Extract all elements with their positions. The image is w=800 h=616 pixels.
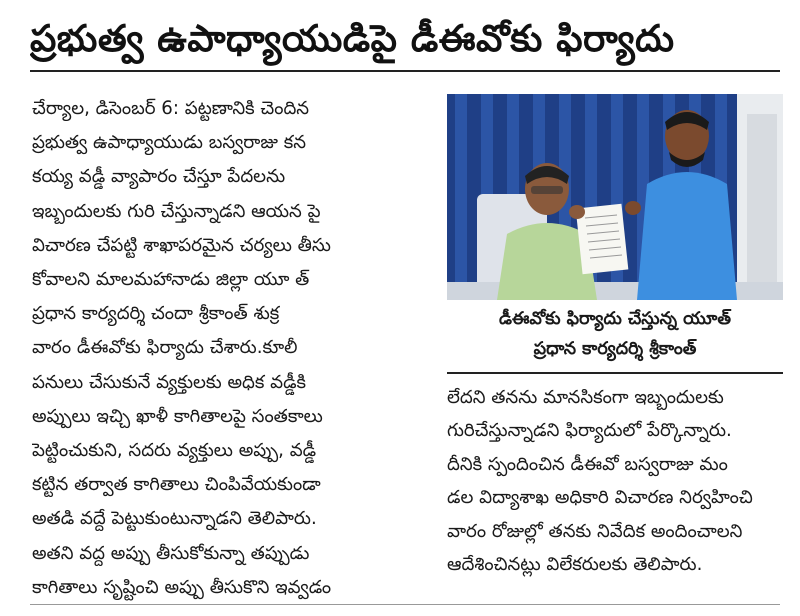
article-right-column	[447, 381, 787, 581]
body-line: లేదని తనను మానసికంగా ఇబ్బందులకు	[447, 387, 724, 408]
photo-caption	[447, 304, 783, 364]
body-line: వారం రోజుల్లో తనకు నివేదిక అందించాలని	[447, 520, 743, 542]
body-line: దీనికి స్పందించిన డీఈవో బస్వరాజు మం	[447, 453, 728, 475]
body-line: ప్రధాన కార్యదర్శి చందా శ్రీకాంత్ శుక్ర	[32, 303, 280, 325]
caption-line: డీఈవోకు ఫిర్యాదు చేస్తున్న యూత్	[499, 309, 731, 329]
body-line: అతని వద్ద అప్పు తీసుకోకున్నా తప్పుడు	[32, 542, 310, 564]
caption-divider	[447, 372, 783, 374]
body-line: కాగితాలు సృష్టించి అప్పు తీసుకొని ఇవ్వడం	[32, 576, 332, 598]
caption-line: ప్రధాన కార్యదర్శి శ్రీకాంత్	[533, 339, 697, 359]
body-line: పెట్టించుకుని, సదరు వ్యక్తులు అప్పు, వడ్డీ	[32, 440, 317, 462]
body-line: అప్పులు ఇచ్చి ఖాళీ కాగితాలపై సంతకాలు	[32, 405, 323, 427]
body-line: డల విద్యాశాఖ అధికారి విచారణ నిర్వహించి	[447, 487, 753, 509]
body-line: గురిచేస్తున్నాడని ఫిర్యాదులో పేర్కొన్నారు.	[447, 420, 732, 442]
body-line: విచారణ చేపట్టి శాఖాపరమైన చర్యలు తీసు	[32, 234, 331, 256]
article-left-column	[32, 92, 432, 605]
body-line: ఆదేశించినట్లు విలేకరులకు తెలిపారు.	[447, 554, 703, 576]
bottom-divider	[30, 604, 780, 605]
body-line: ప్రభుత్వ ఉపాధ్యాయుడు బస్వరాజు కన	[32, 132, 306, 154]
body-line: కట్టిన తర్వాత కాగితాలు చింపివేయకుండా	[32, 474, 321, 496]
body-line: వారం డీఈవోకు ఫిర్యాదు చేశారు.కూలీ	[32, 337, 298, 359]
photo-illustration	[447, 94, 783, 300]
headline: ప్రభుత్వ ఉపాధ్యాయుడిపై డీఈవోకు ఫిర్యాదు	[30, 17, 675, 60]
body-line: చేర్యాల, డిసెంబర్ 6: పట్టణానికి చెందిన	[32, 98, 310, 119]
body-line: అతడి వద్దే పెట్టుకుంటున్నాడని తెలిపారు.	[32, 508, 317, 530]
body-line: పనులు చేసుకునే వ్యక్తులకు అధిక వడ్డీకి	[32, 371, 307, 393]
body-line: కోవాలని మాలమహానాడు జిల్లా యూ త్	[32, 269, 310, 291]
headline-divider	[30, 70, 780, 72]
body-line: ఇబ్బందులకు గురి చేస్తున్నాడని ఆయన పై	[32, 200, 321, 222]
body-line: కయ్య వడ్డీ వ్యాపారం చేస్తూ పేదలను	[32, 166, 286, 188]
news-photo	[447, 94, 783, 300]
